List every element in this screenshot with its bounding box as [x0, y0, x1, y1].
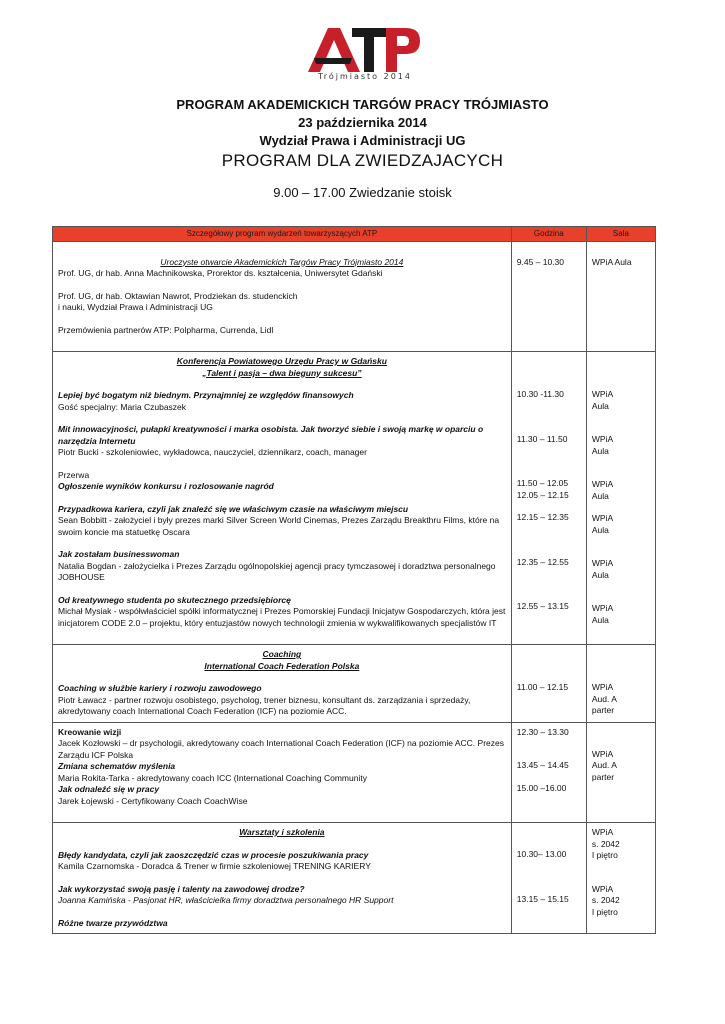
logo-subtitle: Trójmiasto 2014	[318, 72, 412, 81]
talk-6-title: Od kreatywnego studenta po skutecznego przedsiębiorcę	[58, 594, 291, 605]
opening-title: Uroczyste otwarcie Akademickich Targów Pracy Trójmiasto 2014	[160, 256, 404, 267]
talk-5-speaker: Natalia Bogdan - założycielka i Prezes Zarządu ogólnopolskiej agencji pracy tymczasowej i doradztwa personalnego JOBHOUSE	[58, 560, 496, 582]
conference-cell	[53, 352, 512, 645]
coaching-1-time: 11.00 – 12.15	[516, 682, 569, 692]
coaching-3-speaker: Maria Rokita-Tarka - akredytowany coach ICC (International Coaching Community	[58, 772, 367, 783]
talk-2-title: Mit innowacyjności, pułapki kreatywności i marka osobista. Jak tworzyć siebie i swoją markę w oparciu o narzędzia Internetu	[58, 424, 484, 446]
talk-5-time: 12.35 – 12.55	[516, 556, 569, 567]
workshop-2-room-b: s. 2042	[591, 895, 620, 905]
header-line-1: PROGRAM AKADEMICKICH TARGÓW PRACY TRÓJMIASTO	[176, 97, 549, 112]
coaching-cell-2	[53, 722, 512, 823]
coaching-3-title: Zmiana schematów myślenia	[58, 761, 176, 771]
table-row-coaching-2	[53, 722, 656, 823]
coaching-subtitle: International Coach Federation Polska	[204, 660, 360, 671]
column-header-room: Sala	[586, 227, 655, 242]
workshop-3-title: Różne twarze przywództwa	[58, 917, 168, 928]
coaching-2-room-c: parter	[591, 771, 615, 782]
coaching-1-time-cell	[511, 645, 586, 723]
conference-room-cell	[586, 352, 655, 645]
talk-6-room: WPiA	[591, 603, 614, 613]
workshops-time-cell	[511, 823, 586, 934]
break-room: WPiA	[591, 479, 614, 489]
talk-2-speaker: Piotr Bucki - szkoleniowiec, wykładowca, nauczyciel, dziennikarz, coach, manager	[58, 447, 367, 457]
talk-6-speaker: Michał Mysiak - współwłaściciel spółki informatycznej i Prezes Pomorskiej Fundacji Inicjatyw Gospodarczych, która jest inicjatorem CODE 2.0 – projektu, który entuzjastów nowych technologii zmienia w wykwalifikowanych specjalistów IT	[58, 606, 506, 628]
workshop-1-title: Błędy kandydata, czyli jak zaoszczędzić czas w procesie poszukiwania pracy	[58, 849, 369, 860]
workshop-2-title: Jak wykorzystać swoją pasję i talenty na zawodowej drodze?	[58, 883, 305, 894]
header-date: 23 października 2014	[298, 115, 427, 130]
workshop-1-room-a: WPiA	[591, 827, 614, 837]
talk-2-room: WPiA	[591, 434, 614, 444]
talk-1-room: WPiA	[591, 389, 614, 399]
talk-2-room-b: Aula	[591, 445, 609, 456]
contest-time: 12.05 – 12.15	[516, 489, 569, 500]
talk-6-time: 12.55 – 13.15	[516, 601, 569, 611]
coaching-4-time: 15.00 –16.00	[516, 782, 567, 793]
opening-speaker-2b: i nauki, Wydział Prawa i Administracji UG	[58, 302, 213, 312]
talk-4-room-b: Aula	[591, 524, 609, 535]
coaching-2-room-a: WPiA	[591, 748, 614, 759]
workshop-2-time: 13.15 – 15.15	[516, 893, 569, 904]
conference-subtitle: „Talent i pasja – dwa bieguny sukcesu”	[202, 367, 362, 378]
coaching-1-room-a: WPiA	[591, 682, 614, 692]
conference-time-cell	[511, 352, 586, 645]
conference-title: Konferencja Powiatowego Urzędu Pracy w Gdańsku	[176, 356, 387, 366]
opening-speaker-1: Prof. UG, dr hab. Anna Machnikowska, Prorektor ds. kształcenia, Uniwersytet Gdański	[58, 268, 383, 278]
contest-results: Ogłoszenie wyników konkursu i rozlosowanie nagród	[58, 481, 274, 491]
break-room-b: Aula	[591, 490, 609, 501]
table-header-row	[53, 227, 656, 242]
talk-5-room: WPiA	[591, 558, 614, 568]
talk-2-time: 11.30 – 11.50	[516, 433, 568, 444]
break-time: 11.50 – 12.05	[516, 478, 569, 488]
workshops-cell	[53, 823, 512, 934]
coaching-4-title: Jak odnaleźć się w pracy	[58, 784, 160, 794]
workshop-1-room-b: s. 2042	[591, 838, 620, 849]
workshop-2-speaker: Joanna Kamińska - Pasjonat HR, właścicielka firmy doradztwa personalnego HR Support	[58, 895, 394, 905]
talk-4-title: Przypadkowa kariera, czyli jak znaleźć się we właściwym czasie na właściwym miejscu	[58, 503, 409, 514]
talk-5-title: Jak zostałam businesswoman	[58, 549, 180, 559]
workshop-1-time: 10.30– 13.00	[516, 849, 567, 859]
talk-1-title: Lepiej być bogatym niż biednym. Przynajmniej ze względów finansowych	[58, 390, 354, 400]
header-faculty: Wydział Prawa i Administracji UG	[259, 133, 466, 148]
opening-partners: Przemówienia partnerów ATP: Polpharma, Currenda, Lidl	[58, 324, 274, 335]
workshop-1-room-c: I piętro	[591, 850, 618, 860]
coaching-2-time: 12.30 – 13.30	[516, 726, 569, 737]
opening-time: 9.45 – 10.30	[516, 256, 565, 267]
talk-4-room: WPiA	[591, 513, 614, 523]
opening-cell	[53, 241, 512, 352]
talk-4-time: 12.15 – 12.35	[516, 512, 569, 522]
workshop-2-room-c: I piętro	[591, 906, 618, 917]
table-row-coaching-1	[53, 645, 656, 723]
visiting-hours: 9.00 – 17.00 Zwiedzanie stoisk	[273, 185, 452, 200]
opening-room-cell	[586, 241, 655, 352]
workshop-2-room-a: WPiA	[591, 883, 614, 894]
coaching-1-title: Coaching w służbie kariery i rozwoju zawodowego	[58, 683, 262, 693]
talk-1-time: 10.30 -11.30	[516, 389, 564, 399]
coaching-1-room-cell	[586, 645, 655, 723]
opening-time-cell	[511, 241, 586, 352]
workshop-1-speaker: Kamila Czarnomska - Doradca & Trener w firmie szkoleniowej TRENING KARIERY	[58, 861, 371, 871]
document-header	[0, 96, 725, 202]
coaching-2-room-cell	[586, 722, 655, 823]
coaching-cell-1	[53, 645, 512, 723]
coaching-2-time-cell	[511, 722, 586, 823]
table-row-workshops	[53, 823, 656, 934]
atp-logo-graphic	[300, 24, 430, 74]
coaching-1-room-b: Aud. A	[591, 693, 617, 704]
workshops-title: Warsztaty i szkolenia	[239, 827, 325, 837]
break-label: Przerwa	[58, 469, 90, 480]
coaching-4-speaker: Jarek Łojewski - Certyfikowany Coach CoachWise	[58, 795, 248, 806]
column-header-time: Godzina	[511, 227, 586, 242]
talk-4-speaker: Sean Bobbitt - założyciel i były prezes marki Silver Screen World Cinemas, Prezes Zarządu Breakthru Films, które na swoim koncie ma statuetkę Oscara	[58, 515, 500, 537]
coaching-2-speaker: Jacek Kozłowski – dr psychologii, akredytowany coach International Coach Federation (ICF) na poziomie ACC. Prezes Zarządu ICF Polska	[58, 738, 504, 760]
opening-speaker-2: Prof. UG, dr hab. Oktawian Nawrot, Prodziekan ds. studenckich	[58, 290, 298, 301]
talk-1-room-b: Aula	[591, 400, 609, 411]
opening-room: WPiA Aula	[591, 256, 632, 267]
talk-5-room-b: Aula	[591, 569, 609, 580]
talk-1-speaker: Gość specjalny: Maria Czubaszek	[58, 401, 187, 412]
column-header-program: Szczegółowy program wydarzeń towarzyszących ATP	[53, 227, 512, 242]
talk-6-room-b: Aula	[591, 614, 609, 625]
coaching-3-time: 13.45 – 14.45	[516, 760, 569, 770]
program-table	[52, 226, 656, 934]
coaching-2-title: Kreowanie wizji	[58, 726, 122, 737]
page-title: PROGRAM DLA ZWIEDZAJACYCH	[221, 151, 504, 170]
table-row-conference	[53, 352, 656, 645]
table-row-opening	[53, 241, 656, 352]
workshops-room-cell	[586, 823, 655, 934]
coaching-title: Coaching	[262, 649, 302, 659]
coaching-2-room-b: Aud. A	[591, 760, 617, 770]
coaching-1-room-c: parter	[591, 705, 615, 715]
coaching-1-speaker: Piotr Ławacz - partner rozwoju osobistego, psycholog, trener biznesu, konsultant ds. zarządzania i sprzedaży, akredytowany coach International Coach Federation (ICF) na poziomie ACC.	[58, 694, 471, 716]
